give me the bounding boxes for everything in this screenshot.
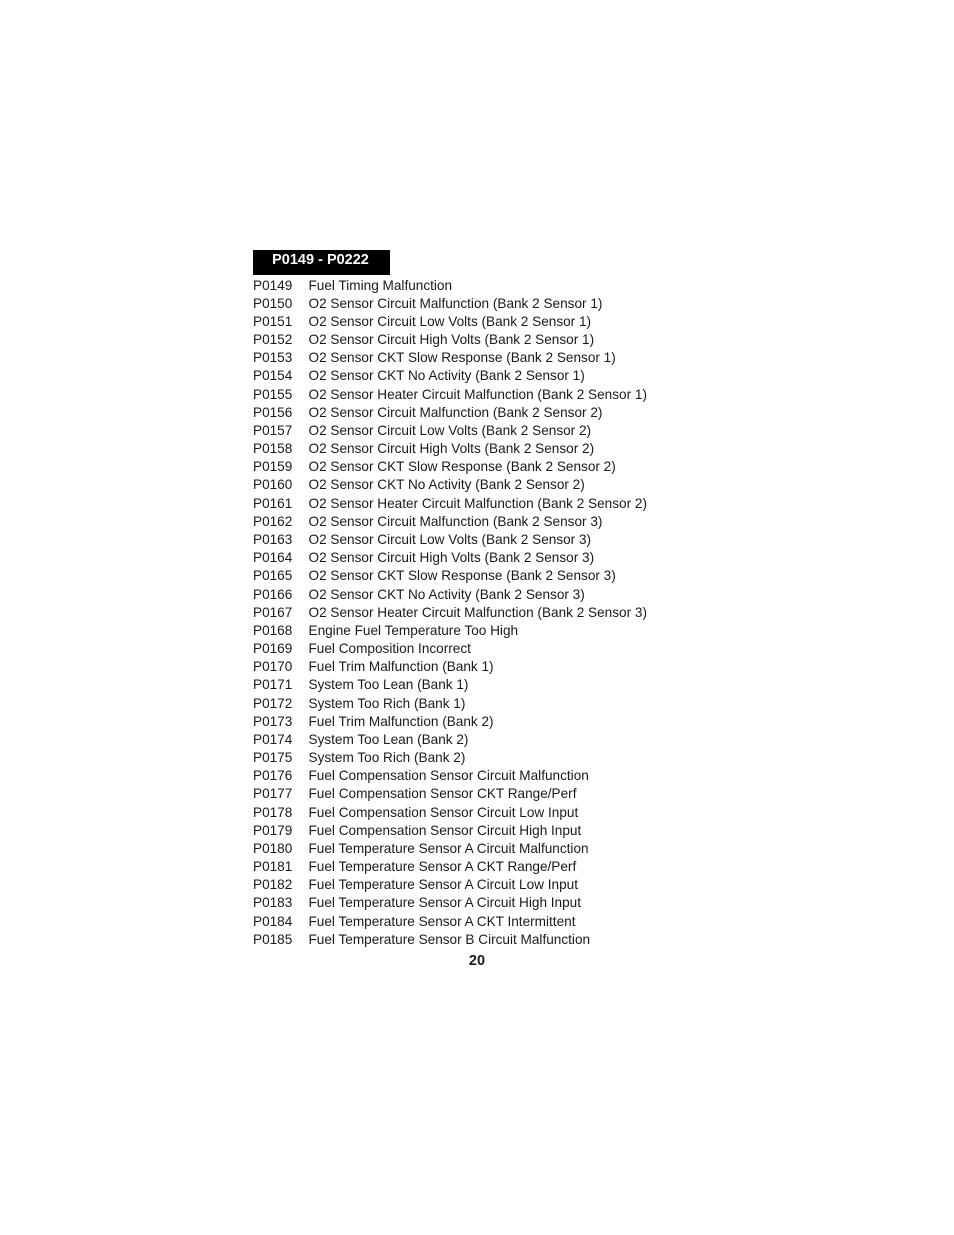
trouble-code: P0178 [253, 804, 293, 820]
trouble-code: P0184 [253, 913, 293, 929]
trouble-code: P0173 [253, 713, 293, 729]
code-row [253, 403, 713, 421]
trouble-code: P0155 [253, 386, 293, 402]
code-row [253, 785, 713, 803]
trouble-code: P0150 [253, 295, 293, 311]
trouble-code: P0166 [253, 586, 293, 602]
code-row [253, 603, 713, 621]
trouble-code-description: O2 Sensor Circuit Low Volts (Bank 2 Sensor 3) [308, 531, 592, 547]
trouble-code: P0157 [253, 422, 293, 438]
trouble-code-list [253, 276, 713, 948]
code-range-label: P0149 - P0222 [272, 252, 369, 268]
trouble-code-description: Fuel Compensation Sensor Circuit High Input [308, 822, 582, 838]
trouble-code-description: O2 Sensor Circuit Malfunction (Bank 2 Sensor 3) [308, 513, 603, 529]
trouble-code-description: O2 Sensor CKT Slow Response (Bank 2 Sensor 3) [308, 568, 616, 584]
trouble-code: P0153 [253, 350, 293, 366]
trouble-code: P0156 [253, 404, 293, 420]
trouble-code-description: Fuel Compensation Sensor CKT Range/Perf [308, 786, 577, 802]
trouble-code: P0163 [253, 531, 293, 547]
trouble-code-description: O2 Sensor Heater Circuit Malfunction (Bank 2 Sensor 1) [308, 386, 647, 402]
trouble-code-description: System Too Rich (Bank 2) [308, 750, 466, 766]
trouble-code-description: O2 Sensor CKT Slow Response (Bank 2 Sensor 2) [308, 459, 616, 475]
trouble-code: P0183 [253, 895, 293, 911]
trouble-code-description: Fuel Temperature Sensor B Circuit Malfunction [308, 931, 591, 947]
code-row [253, 585, 713, 603]
trouble-code-description: Fuel Compensation Sensor Circuit Low Input [308, 804, 579, 820]
page-number: 20 [468, 953, 486, 969]
code-row [253, 912, 713, 930]
trouble-code-description: Fuel Temperature Sensor A CKT Intermittent [308, 913, 576, 929]
code-row [253, 712, 713, 730]
trouble-code: P0174 [253, 731, 293, 747]
trouble-code-description: Fuel Temperature Sensor A Circuit Malfunction [308, 840, 589, 856]
trouble-code: P0165 [253, 568, 293, 584]
code-row [253, 549, 713, 567]
trouble-code-description: Fuel Temperature Sensor A Circuit High Input [308, 895, 582, 911]
trouble-code-description: Fuel Trim Malfunction (Bank 1) [308, 659, 494, 675]
code-row [253, 312, 713, 330]
trouble-code-description: O2 Sensor CKT Slow Response (Bank 2 Sensor 1) [308, 350, 616, 366]
trouble-code-description: O2 Sensor Heater Circuit Malfunction (Bank 2 Sensor 3) [308, 604, 647, 620]
code-row [253, 530, 713, 548]
code-row [253, 567, 713, 585]
trouble-code: P0172 [253, 695, 293, 711]
trouble-code: P0151 [253, 313, 293, 329]
code-row [253, 349, 713, 367]
trouble-code-description: O2 Sensor CKT No Activity (Bank 2 Sensor 3) [308, 586, 585, 602]
code-row [253, 803, 713, 821]
trouble-code: P0159 [253, 459, 293, 475]
code-row [253, 385, 713, 403]
trouble-code-description: System Too Rich (Bank 1) [308, 695, 466, 711]
trouble-code: P0158 [253, 441, 293, 457]
code-row [253, 639, 713, 657]
code-row [253, 458, 713, 476]
trouble-code: P0177 [253, 786, 293, 802]
trouble-code-description: Fuel Temperature Sensor A CKT Range/Perf [308, 859, 577, 875]
code-row [253, 367, 713, 385]
code-row [253, 476, 713, 494]
code-row [253, 421, 713, 439]
trouble-code-description: O2 Sensor Circuit Low Volts (Bank 2 Sensor 2) [308, 422, 592, 438]
trouble-code: P0161 [253, 495, 293, 511]
code-row [253, 440, 713, 458]
trouble-code-description: O2 Sensor Circuit Malfunction (Bank 2 Sensor 1) [308, 295, 603, 311]
trouble-code: P0162 [253, 513, 293, 529]
trouble-code-description: O2 Sensor CKT No Activity (Bank 2 Sensor 2) [308, 477, 585, 493]
trouble-code: P0180 [253, 840, 293, 856]
code-row [253, 331, 713, 349]
trouble-code-description: O2 Sensor Heater Circuit Malfunction (Bank 2 Sensor 2) [308, 495, 647, 511]
code-range-header [253, 250, 390, 275]
code-row [253, 294, 713, 312]
trouble-code: P0179 [253, 822, 293, 838]
trouble-code: P0168 [253, 622, 293, 638]
code-row [253, 276, 713, 294]
code-row [253, 748, 713, 766]
trouble-code: P0169 [253, 641, 293, 657]
code-row [253, 894, 713, 912]
code-row [253, 730, 713, 748]
trouble-code-description: O2 Sensor Circuit Malfunction (Bank 2 Sensor 2) [308, 404, 603, 420]
code-row [253, 621, 713, 639]
trouble-code: P0175 [253, 750, 293, 766]
trouble-code: P0152 [253, 332, 293, 348]
code-row [253, 858, 713, 876]
trouble-code-description: Fuel Temperature Sensor A Circuit Low Input [308, 877, 578, 893]
trouble-code-description: Fuel Trim Malfunction (Bank 2) [308, 713, 494, 729]
trouble-code: P0160 [253, 477, 293, 493]
trouble-code: P0182 [253, 877, 293, 893]
trouble-code: P0185 [253, 931, 293, 947]
trouble-code-description: System Too Lean (Bank 2) [308, 731, 469, 747]
code-row [253, 658, 713, 676]
trouble-code-description: O2 Sensor Circuit High Volts (Bank 2 Sensor 3) [308, 550, 595, 566]
trouble-code-description: Fuel Timing Malfunction [308, 277, 453, 293]
trouble-code: P0181 [253, 859, 293, 875]
trouble-code-description: System Too Lean (Bank 1) [308, 677, 469, 693]
trouble-code-description: Engine Fuel Temperature Too High [308, 622, 519, 638]
trouble-code: P0149 [253, 277, 293, 293]
code-row [253, 930, 713, 948]
trouble-code-description: O2 Sensor Circuit High Volts (Bank 2 Sensor 2) [308, 441, 595, 457]
code-row [253, 839, 713, 857]
trouble-code-description: O2 Sensor Circuit Low Volts (Bank 2 Sensor 1) [308, 313, 592, 329]
code-row [253, 512, 713, 530]
trouble-code-description: Fuel Composition Incorrect [308, 641, 471, 657]
trouble-code-description: O2 Sensor CKT No Activity (Bank 2 Sensor 1) [308, 368, 585, 384]
trouble-code: P0176 [253, 768, 293, 784]
trouble-code: P0154 [253, 368, 293, 384]
trouble-code: P0171 [253, 677, 293, 693]
code-row [253, 767, 713, 785]
code-row [253, 676, 713, 694]
trouble-code: P0167 [253, 604, 293, 620]
trouble-code: P0164 [253, 550, 293, 566]
code-row [253, 876, 713, 894]
trouble-code-description: O2 Sensor Circuit High Volts (Bank 2 Sensor 1) [308, 332, 595, 348]
code-row [253, 494, 713, 512]
trouble-code-description: Fuel Compensation Sensor Circuit Malfunction [308, 768, 589, 784]
code-row [253, 821, 713, 839]
code-row [253, 694, 713, 712]
trouble-code: P0170 [253, 659, 293, 675]
